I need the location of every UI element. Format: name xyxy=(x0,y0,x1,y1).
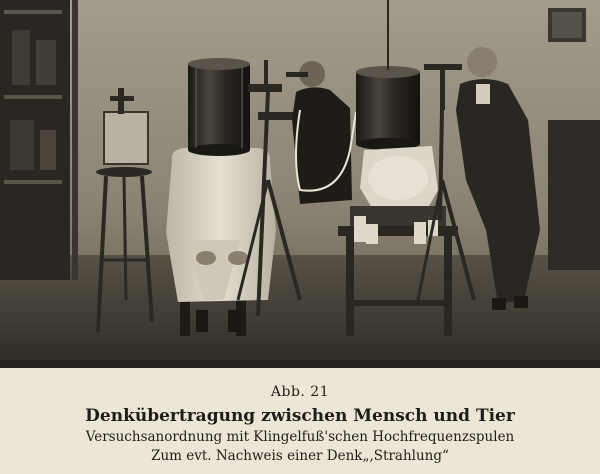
photo-bottom-edge xyxy=(0,360,600,368)
figure-label: Abb. 21 xyxy=(270,384,330,400)
left-apparatus-shelving xyxy=(0,0,78,280)
animal-on-table xyxy=(360,146,438,208)
figure-caption xyxy=(0,368,600,474)
wall-box-face xyxy=(552,12,582,38)
right-cabinet xyxy=(548,120,600,270)
figure-title: Denkübertragung zwischen Mensch und Tier xyxy=(85,406,515,426)
figure-subtitle-line2: Zum evt. Nachweis einer Denk„,Strahlung“ xyxy=(151,448,449,464)
coil-over-head-left xyxy=(188,58,250,156)
figure-subtitle-line1: Versuchsanordnung mit Klingelfuß'schen Hochfrequenzspulen xyxy=(85,429,515,445)
